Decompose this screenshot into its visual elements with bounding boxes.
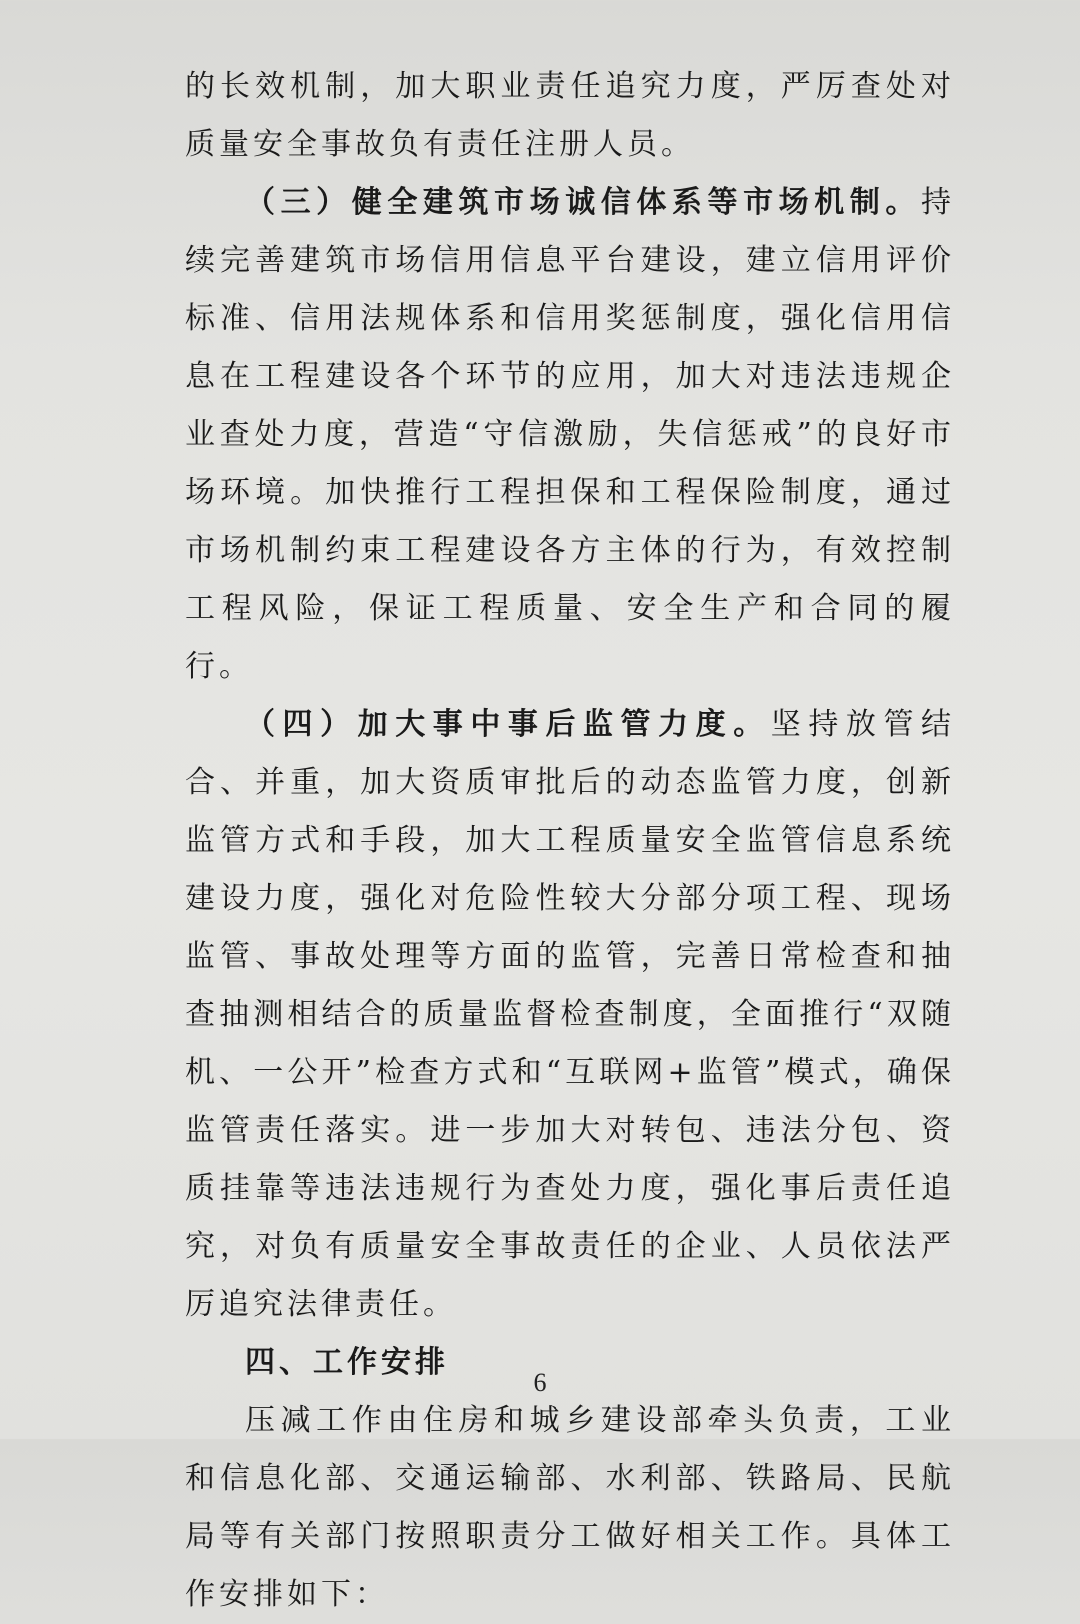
paragraph-continuation bbox=[185, 58, 955, 174]
paragraph-section-3 bbox=[185, 174, 955, 696]
section-4-lead: （四）加大事中事后监管力度。 bbox=[245, 707, 771, 742]
page-number: 6 bbox=[533, 1368, 547, 1397]
paragraph-text: 的长效机制，加大职业责任追究力度，严厉查处对质量安全事故负有责任注册人员。 bbox=[185, 69, 955, 162]
section-3-text: 持续完善建筑市场信用信息平台建设，建立信用评价标准、信用法规体系和信用奖惩制度，强化信用信息在工程建设各个环节的应用，加大对违法违规企业查处力度，营造“守信激励，失信惩戒”的良好市场环境。加快推行工程担保和工程保险制度，通过市场机制约束工程建设各方主体的行为，有效控制工程风险，保证工程质量、安全生产和合同的履行。 bbox=[185, 185, 955, 684]
paragraph-work-arrangement bbox=[185, 1392, 955, 1624]
paragraph-section-4 bbox=[185, 696, 955, 1334]
heading-work-arrangement: 四、工作安排 bbox=[245, 1345, 449, 1380]
section-3-lead: （三）健全建筑市场诚信体系等市场机制。 bbox=[245, 185, 921, 220]
work-arrangement-text: 压减工作由住房和城乡建设部牵头负责，工业和信息化部、交通运输部、水利部、铁路局、民航局等有关部门按照职责分工做好相关工作。具体工作安排如下： bbox=[185, 1403, 955, 1612]
section-4-text: 坚持放管结合、并重，加大资质审批后的动态监管力度，创新监管方式和手段，加大工程质量安全监管信息系统建设力度，强化对危险性较大分部分项工程、现场监管、事故处理等方面的监管，完善日常检查和抽查抽测相结合的质量监督检查制度，全面推行“双随机、一公开”检查方式和“互联网+监管”模式，确保监管责任落实。进一步加大对转包、违法分包、资质挂靠等违法违规行为查处力度，强化事后责任追究，对负有质量安全事故责任的企业、人员依法严厉追究法律责任。 bbox=[185, 707, 956, 1322]
